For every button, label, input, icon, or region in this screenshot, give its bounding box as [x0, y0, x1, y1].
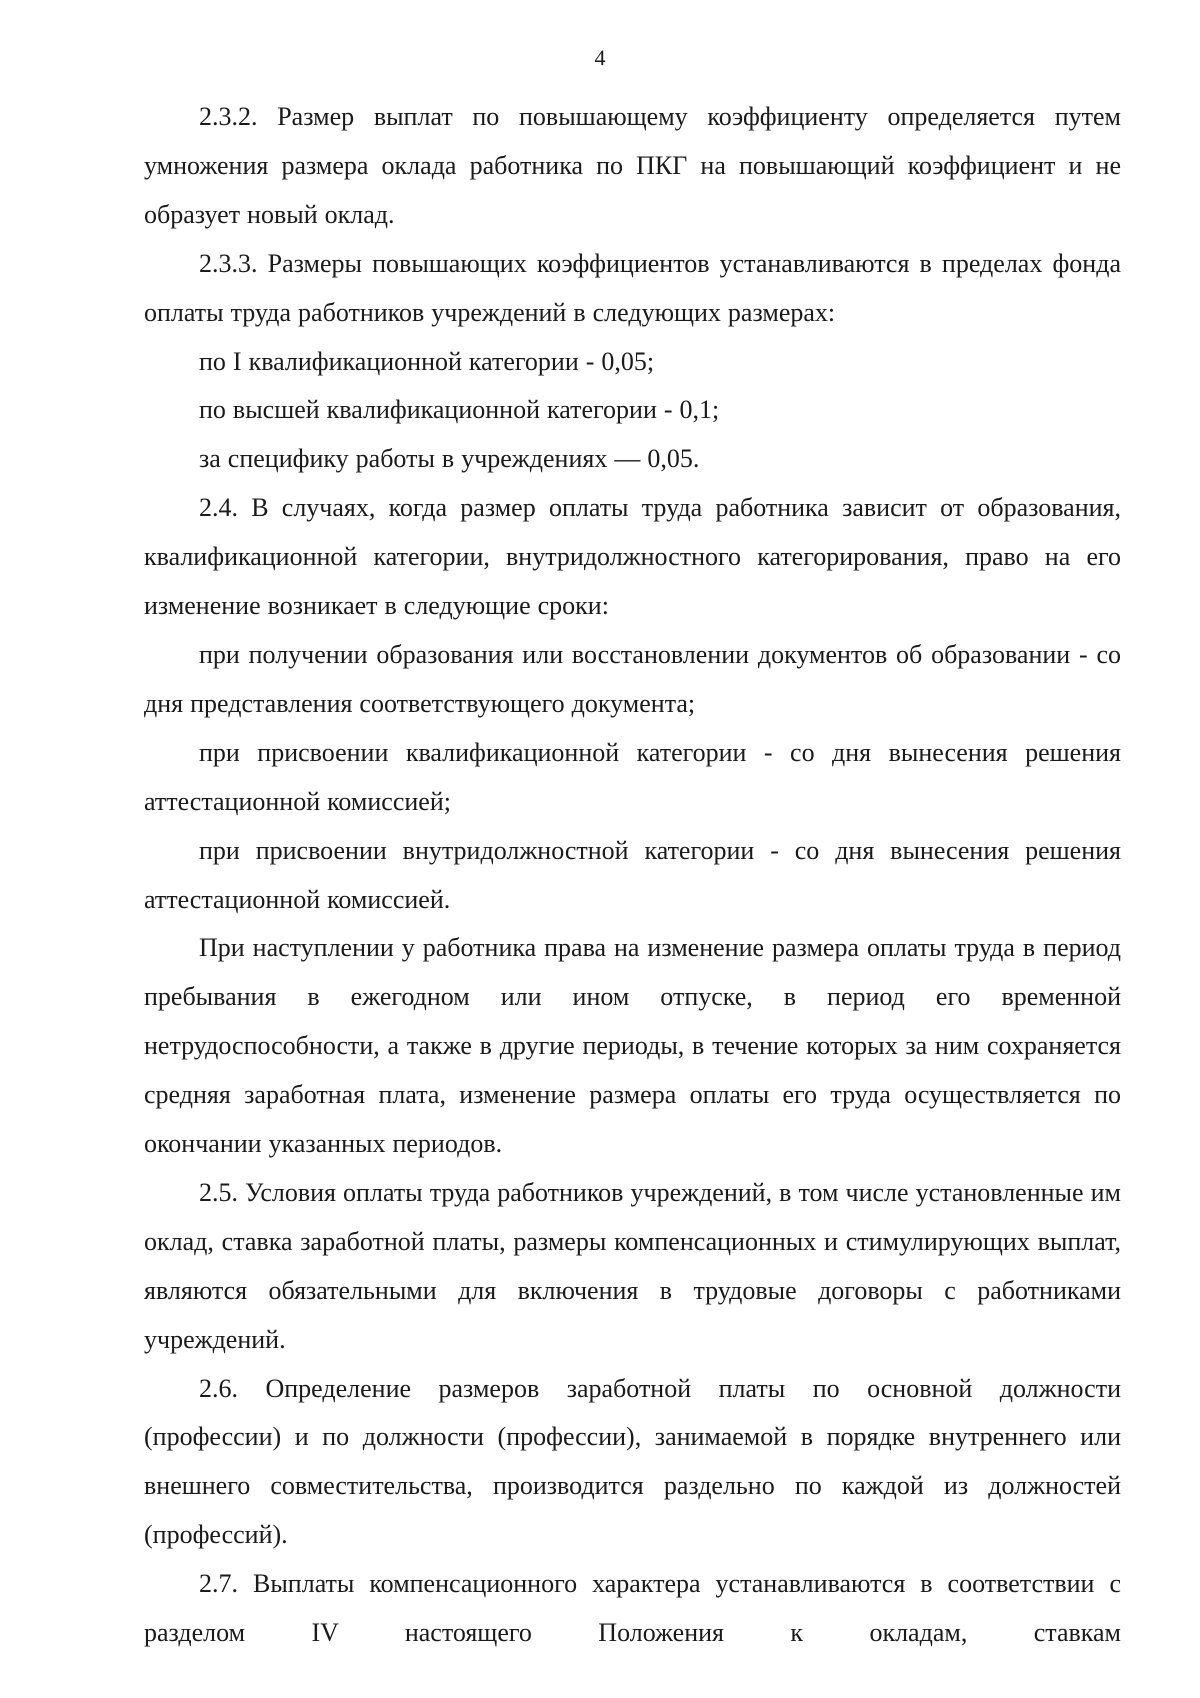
paragraph-2-7: 2.7. Выплаты компенсационного характера устанавливаются в соответствии с разделом IV настоящего Положения к окладам, ставкам	[144, 1569, 1121, 1648]
paragraph-2-5: 2.5. Условия оплаты труда работников учреждений, в том числе установленные им оклад, ставка заработной платы, размеры компенсационных и стимулирующих выплат, являются обязательными для включения в трудовые договоры с работниками учреждений.	[144, 1177, 1121, 1354]
page-number: 4	[594, 45, 606, 70]
paragraph-2-6: 2.6. Определение размеров заработной платы по основной должности (профессии) и по должности (профессии), занимаемой в порядке внутреннего или внешнего совместительства, производится раздельно по каждой из должностей (профессий).	[144, 1373, 1121, 1550]
term-item-internal-category: при присвоении внутридолжностной категории - со дня вынесения решения аттестационной комиссией.	[144, 835, 1121, 914]
coefficient-item-work-specifics: за специфику работы в учреждениях — 0,05.	[199, 444, 700, 474]
term-item-education: при получении образования или восстановлении документов об образовании - со дня представления соответствующего документа;	[144, 639, 1121, 718]
paragraph-2-4: 2.4. В случаях, когда размер оплаты труда работника зависит от образования, квалификационной категории, внутридолжностного категорирования, право на его изменение возникает в следующие сроки:	[144, 493, 1121, 621]
paragraph-2-3-3: 2.3.3. Размеры повышающих коэффициентов устанавливаются в пределах фонда оплаты труда работников учреждений в следующих размерах:	[144, 248, 1121, 327]
coefficient-item-highest-category: по высшей квалификационной категории - 0,1;	[199, 395, 720, 425]
term-item-qualification-category: при присвоении квалификационной категории - со дня вынесения решения аттестационной комиссией;	[144, 737, 1121, 816]
paragraph-2-3-2: 2.3.2. Размер выплат по повышающему коэффициенту определяется путем умножения размера оклада работника по ПКГ на повышающий коэффициент и не образует новый оклад.	[144, 102, 1121, 229]
coefficient-item-first-category: по I квалификационной категории - 0,05;	[199, 346, 655, 376]
paragraph-leave-period: При наступлении у работника права на изменение размера оплаты труда в период пребывания в ежегодном или ином отпуске, в период его временной нетрудоспособности, а также в другие периоды, в течение которых за ним сохраняется средняя заработная плата, изменение размера оплаты его труда осуществляется по окончании указанных периодов.	[144, 933, 1121, 1159]
document-body	[144, 93, 1121, 1658]
